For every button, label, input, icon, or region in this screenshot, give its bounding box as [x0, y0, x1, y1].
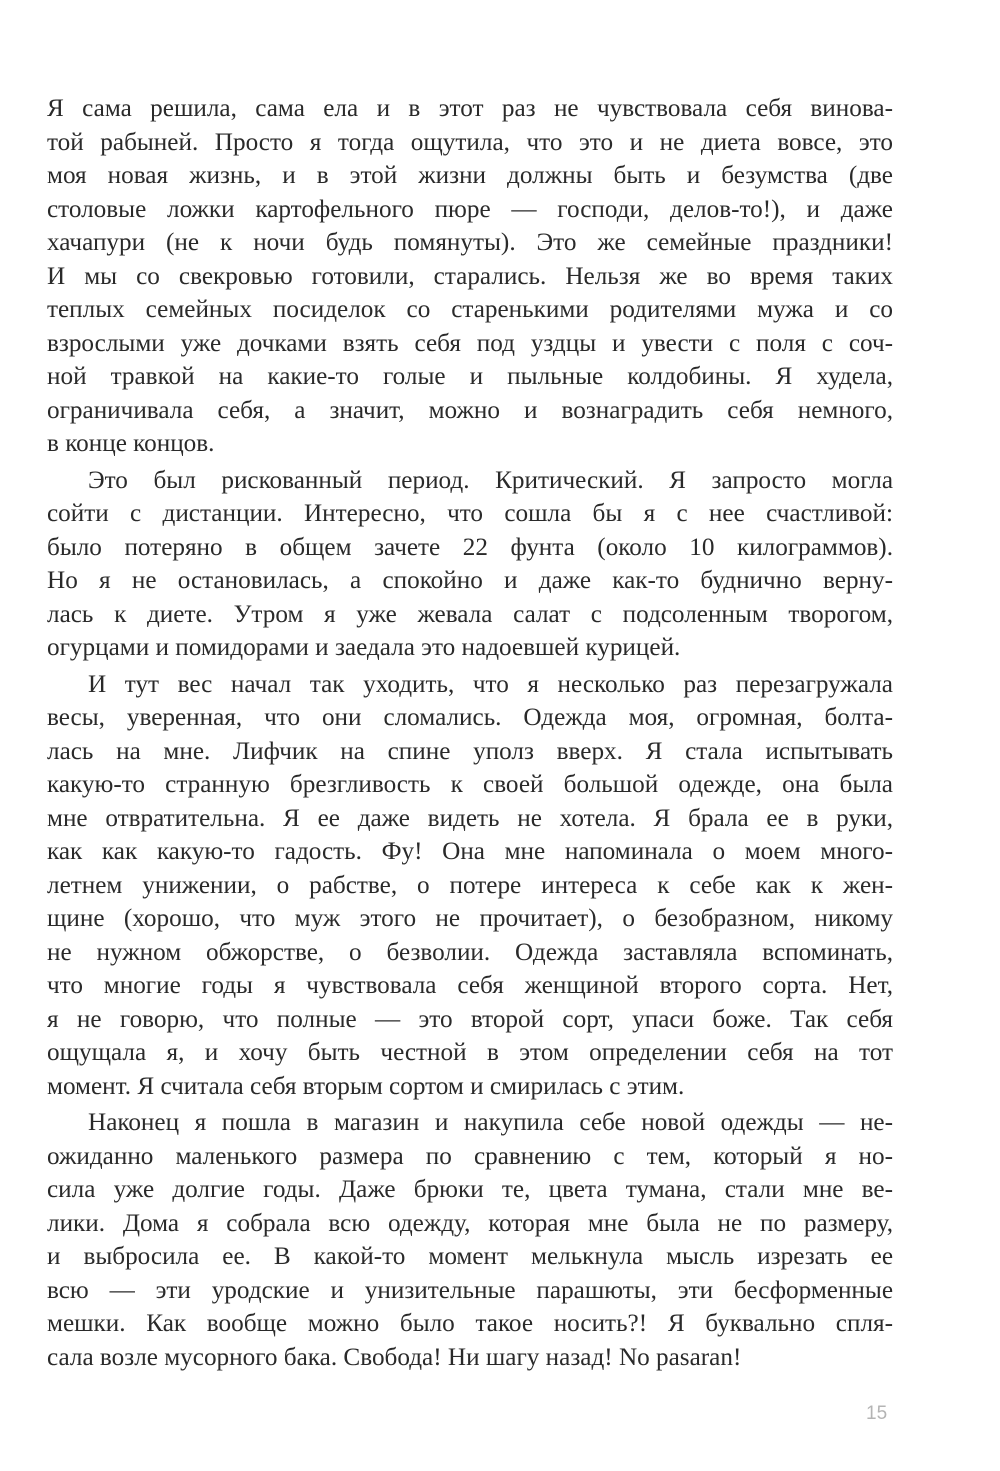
text-line: ной травкой на какие-то голые и пыльные колдобины. Я худела, — [47, 363, 893, 390]
page-number: 15 — [866, 1403, 888, 1424]
text-line: сала возле мусорного бака. Свобода! Ни шагу назад! No pasaran! — [47, 1343, 742, 1371]
text-line: ограничивала себя, а значит, можно и вознаградить себя немного, — [47, 396, 893, 424]
text-line: всю — эти уродские и унизительные парашюты, эти бесформенные — [47, 1276, 893, 1304]
text-line: как как какую-то гадость. Фу! Она мне напоминала о моем много- — [47, 838, 893, 865]
text-line: хачапури (не к ночи будь помянуты). Это же семейные праздники! — [47, 229, 893, 256]
text-line: сила уже долгие годы. Даже брюки те, цвета тумана, стали мне ве- — [47, 1176, 893, 1203]
text-line: сойти с дистанции. Интересно, что сошла бы я с нее счастливой: — [47, 500, 893, 527]
text-line: И мы со свекровью готовили, старались. Нельзя же во время таких — [47, 262, 893, 290]
paragraph-3 — [47, 668, 893, 1104]
paragraph-1 — [47, 92, 893, 461]
text-line: мне отвратительна. Я ее даже видеть не хотела. Я брала ее в руки, — [47, 804, 893, 832]
text-line: той рабыней. Просто я тогда ощутила, что это и не диета вовсе, это — [47, 128, 893, 156]
text-line: момент. Я считала себя вторым сортом и смирилась с этим. — [47, 1072, 685, 1100]
text-line: что многие годы я чувствовала себя женщиной второго сорта. Нет, — [47, 972, 893, 999]
text-line: и выбросила ее. В какой-то момент мелькнула мысль изрезать ее — [47, 1243, 893, 1270]
text-line: не нужном обжорстве, о безволии. Одежда заставляла вспоминать, — [47, 938, 893, 966]
text-line: лась на мне. Лифчик на спине уполз вверх. Я стала испытывать — [47, 737, 893, 765]
text-line: лики. Дома я собрала всю одежду, которая мне была не по размеру, — [47, 1209, 893, 1237]
paragraph-4 — [47, 1106, 893, 1374]
text-line: столовые ложки картофельного пюре — господи, делов-то!), и даже — [47, 195, 893, 223]
text-line: огурцами и помидорами и заедала это надоевшей курицей. — [47, 634, 681, 661]
text-line: ожиданно маленького размера по сравнению с тем, который я но- — [47, 1142, 893, 1170]
body-text — [47, 92, 893, 1374]
text-line: я не говорю, что полные — это второй сорт, упаси боже. Так себя — [47, 1005, 893, 1033]
text-line: Это был рискованный период. Критический. Я запросто могла — [88, 466, 893, 494]
text-line: лась к диете. Утром я уже жевала салат с подсоленным творогом, — [47, 600, 893, 628]
text-line: ощущала я, и хочу быть честной в этом определении себя на тот — [47, 1039, 893, 1066]
text-line: И тут вес начал так уходить, что я несколько раз перезагружала — [88, 670, 893, 698]
text-line: Наконец я пошла в магазин и накупила себе новой одежды — не- — [88, 1109, 893, 1136]
text-line: Но я не остановилась, а спокойно и даже как-то буднично верну- — [47, 567, 893, 594]
text-line: теплых семейных посиделок со старенькими родителями мужа и со — [47, 296, 893, 323]
text-line: было потеряно в общем зачете 22 фунта (около 10 килограммов). — [47, 533, 893, 561]
text-line: щине (хорошо, что муж этого не прочитает), о безобразном, никому — [47, 905, 893, 932]
text-line: моя новая жизнь, и в этой жизни должны быть и безумства (две — [47, 162, 893, 189]
text-line: мешки. Как вообще можно было такое носить?! Я буквально спля- — [47, 1310, 893, 1337]
paragraph-2 — [47, 464, 893, 665]
text-line: взрослыми уже дочками взять себя под уздцы и увести с поля с соч- — [47, 329, 893, 357]
text-line: в конце концов. — [47, 430, 215, 457]
text-line: какую-то странную брезгливость к своей большой одежде, она была — [47, 771, 893, 798]
text-line: Я сама решила, сама ела и в этот раз не чувствовала себя винова- — [47, 95, 893, 122]
text-line: весы, уверенная, что они сломались. Одежда моя, огромная, болта- — [47, 704, 893, 731]
text-line: летнем унижении, о рабстве, о потере интереса к себе как к жен- — [47, 871, 893, 899]
